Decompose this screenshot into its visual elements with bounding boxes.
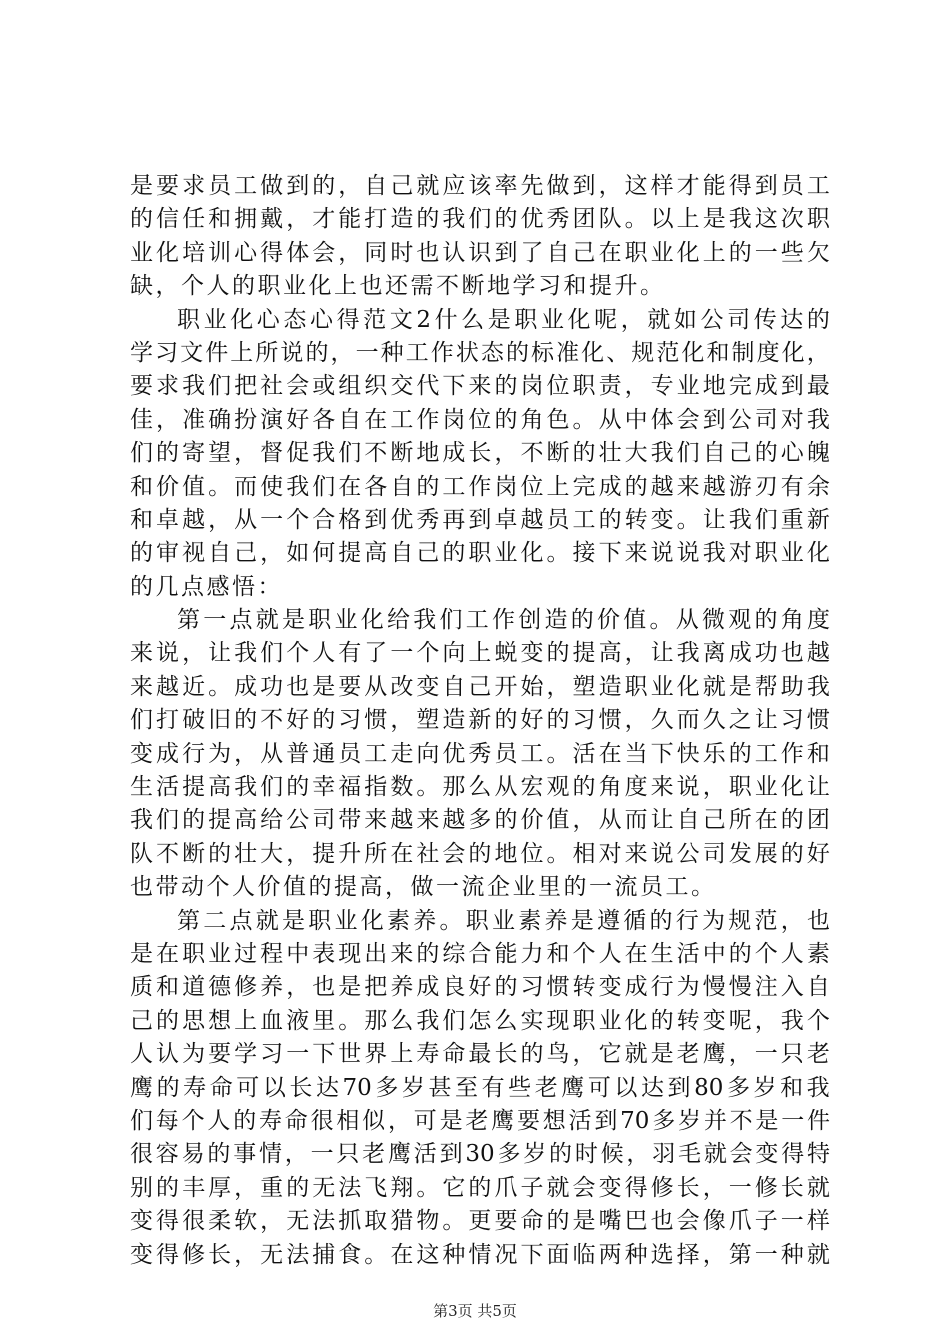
document-body bbox=[130, 170, 830, 1272]
text-line: 缺，个人的职业化上也还需不断地学习和提升。 bbox=[130, 273, 666, 300]
text-line: 队 不 断 的 壮 大 ， 提 升 所 在 社 会 的 地 位 。 相 对 来 说 公 司 发 展 的 好 bbox=[130, 840, 830, 867]
text-line: 质 和 道 德 修 养 ， 也 是 把 养 成 良 好 的 习 惯 转 变 成 行 为 慢 慢 注 入 自 bbox=[130, 974, 830, 1001]
text-line: 和 价 值 。 而 使 我 们 在 各 自 的 工 作 岗 位 上 完 成 的 越 来 越 游 刃 有 余 bbox=[130, 473, 830, 500]
text-line: 变 得 修 长 ， 无 法 捕 食 。 在 这 种 情 况 下 面 临 两 种 选 择 ， 第 一 种 就 bbox=[130, 1241, 830, 1268]
text-line: 变 得 很 柔 软 ， 无 法 抓 取 猎 物 。 更 要 命 的 是 嘴 巴 也 会 像 爪 子 一 样 bbox=[130, 1208, 830, 1235]
text-line: 是 在 职 业 过 程 中 表 现 出 来 的 综 合 能 力 和 个 人 在 生 活 中 的 个 人 素 bbox=[130, 940, 830, 967]
text-line: 生 活 提 高 我 们 的 幸 福 指 数 。 那 么 从 宏 观 的 角 度 来 说 ， 职 业 化 让 bbox=[130, 774, 830, 801]
text-line: 第 一 点 就 是 职 业 化 给 我 们 工 作 创 造 的 价 值 。 从 微 观 的 角 度 bbox=[177, 607, 830, 634]
text-line: 我 们 的 提 高 给 公 司 带 来 越 来 越 多 的 价 值 ， 从 而 让 自 己 所 在 的 团 bbox=[130, 807, 830, 834]
text-line: 们 打 破 旧 的 不 好 的 习 惯 ， 塑 造 新 的 好 的 习 惯 ， 久 而 久 之 让 习 惯 bbox=[130, 707, 830, 734]
text-line: 要 求 我 们 把 社 会 或 组 织 交 代 下 来 的 岗 位 职 责 ， 专 业 地 完 成 到 最 bbox=[130, 373, 830, 400]
text-line: 职 业 化 心 态 心 得 范 文 2 什 么 是 职 业 化 呢 ， 就 如 公 司 传 达 的 bbox=[177, 306, 830, 333]
text-line: 的 审 视 自 己 ， 如 何 提 高 自 己 的 职 业 化 。 接 下 来 说 说 我 对 职 业 化 bbox=[130, 540, 830, 567]
text-line: 们 的 寄 望 ， 督 促 我 们 不 断 地 成 长 ， 不 断 的 壮 大 我 们 自 己 的 心 魄 bbox=[130, 440, 830, 467]
page-number-label: 第3页 共5页 bbox=[433, 1302, 517, 1320]
text-line: 的几点感悟： bbox=[130, 573, 283, 600]
text-line: 和 卓 越 ， 从 一 个 合 格 到 优 秀 再 到 卓 越 员 工 的 转 变 。 让 我 们 重 新 bbox=[130, 506, 830, 533]
text-line: 鹰 的 寿 命 可 以 长 达 70 多 岁 甚 至 有 些 老 鹰 可 以 达 到 80 多 岁 和 我 bbox=[130, 1074, 830, 1101]
text-line: 的 信 任 和 拥 戴 ， 才 能 打 造 的 我 们 的 优 秀 团 队 。 以 上 是 我 这 次 职 bbox=[130, 206, 830, 233]
text-line: 佳 ， 准 确 扮 演 好 各 自 在 工 作 岗 位 的 角 色 。 从 中 体 会 到 公 司 对 我 bbox=[130, 406, 830, 433]
text-line: 变 成 行 为 ， 从 普 通 员 工 走 向 优 秀 员 工 。 活 在 当 下 快 乐 的 工 作 和 bbox=[130, 740, 830, 767]
page-footer bbox=[0, 1300, 950, 1321]
text-line: 学 习 文 件 上 所 说 的 ， 一 种 工 作 状 态 的 标 准 化 、 规 范 化 和 制 度 化 ， bbox=[130, 339, 830, 366]
text-line: 第 二 点 就 是 职 业 化 素 养 。 职 业 素 养 是 遵 循 的 行 为 规 范 ， 也 bbox=[177, 907, 830, 934]
text-line: 别 的 丰 厚 ， 重 的 无 法 飞 翔 。 它 的 爪 子 就 会 变 得 修 长 ， 一 修 长 就 bbox=[130, 1174, 830, 1201]
text-line: 己 的 思 想 上 血 液 里 。 那 么 我 们 怎 么 实 现 职 业 化 的 转 变 呢 ， 我 个 bbox=[130, 1007, 830, 1034]
text-line: 来 说 ， 让 我 们 个 人 有 了 一 个 向 上 蜕 变 的 提 高 ， 让 我 离 成 功 也 越 bbox=[130, 640, 830, 667]
text-line: 很 容 易 的 事 情 ， 一 只 老 鹰 活 到 30 多 岁 的 时 候 ， 羽 毛 就 会 变 得 特 bbox=[130, 1141, 830, 1168]
text-line: 来 越 近 。 成 功 也 是 要 从 改 变 自 己 开 始 ， 塑 造 职 业 化 就 是 帮 助 我 bbox=[130, 673, 830, 700]
text-line: 们 每 个 人 的 寿 命 很 相 似 ， 可 是 老 鹰 要 想 活 到 70 多 岁 并 不 是 一 件 bbox=[130, 1107, 830, 1134]
text-line: 是 要 求 员 工 做 到 的 ， 自 己 就 应 该 率 先 做 到 ， 这 样 才 能 得 到 员 工 bbox=[130, 173, 830, 199]
text-line: 也带动个人价值的提高，做一流企业里的一流员工。 bbox=[130, 874, 717, 901]
text-line: 业 化 培 训 心 得 体 会 ， 同 时 也 认 识 到 了 自 己 在 职 业 化 上 的 一 些 欠 bbox=[130, 239, 830, 266]
text-line: 人 认 为 要 学 习 一 下 世 界 上 寿 命 最 长 的 鸟 ， 它 就 是 老 鹰 ， 一 只 老 bbox=[130, 1041, 830, 1068]
